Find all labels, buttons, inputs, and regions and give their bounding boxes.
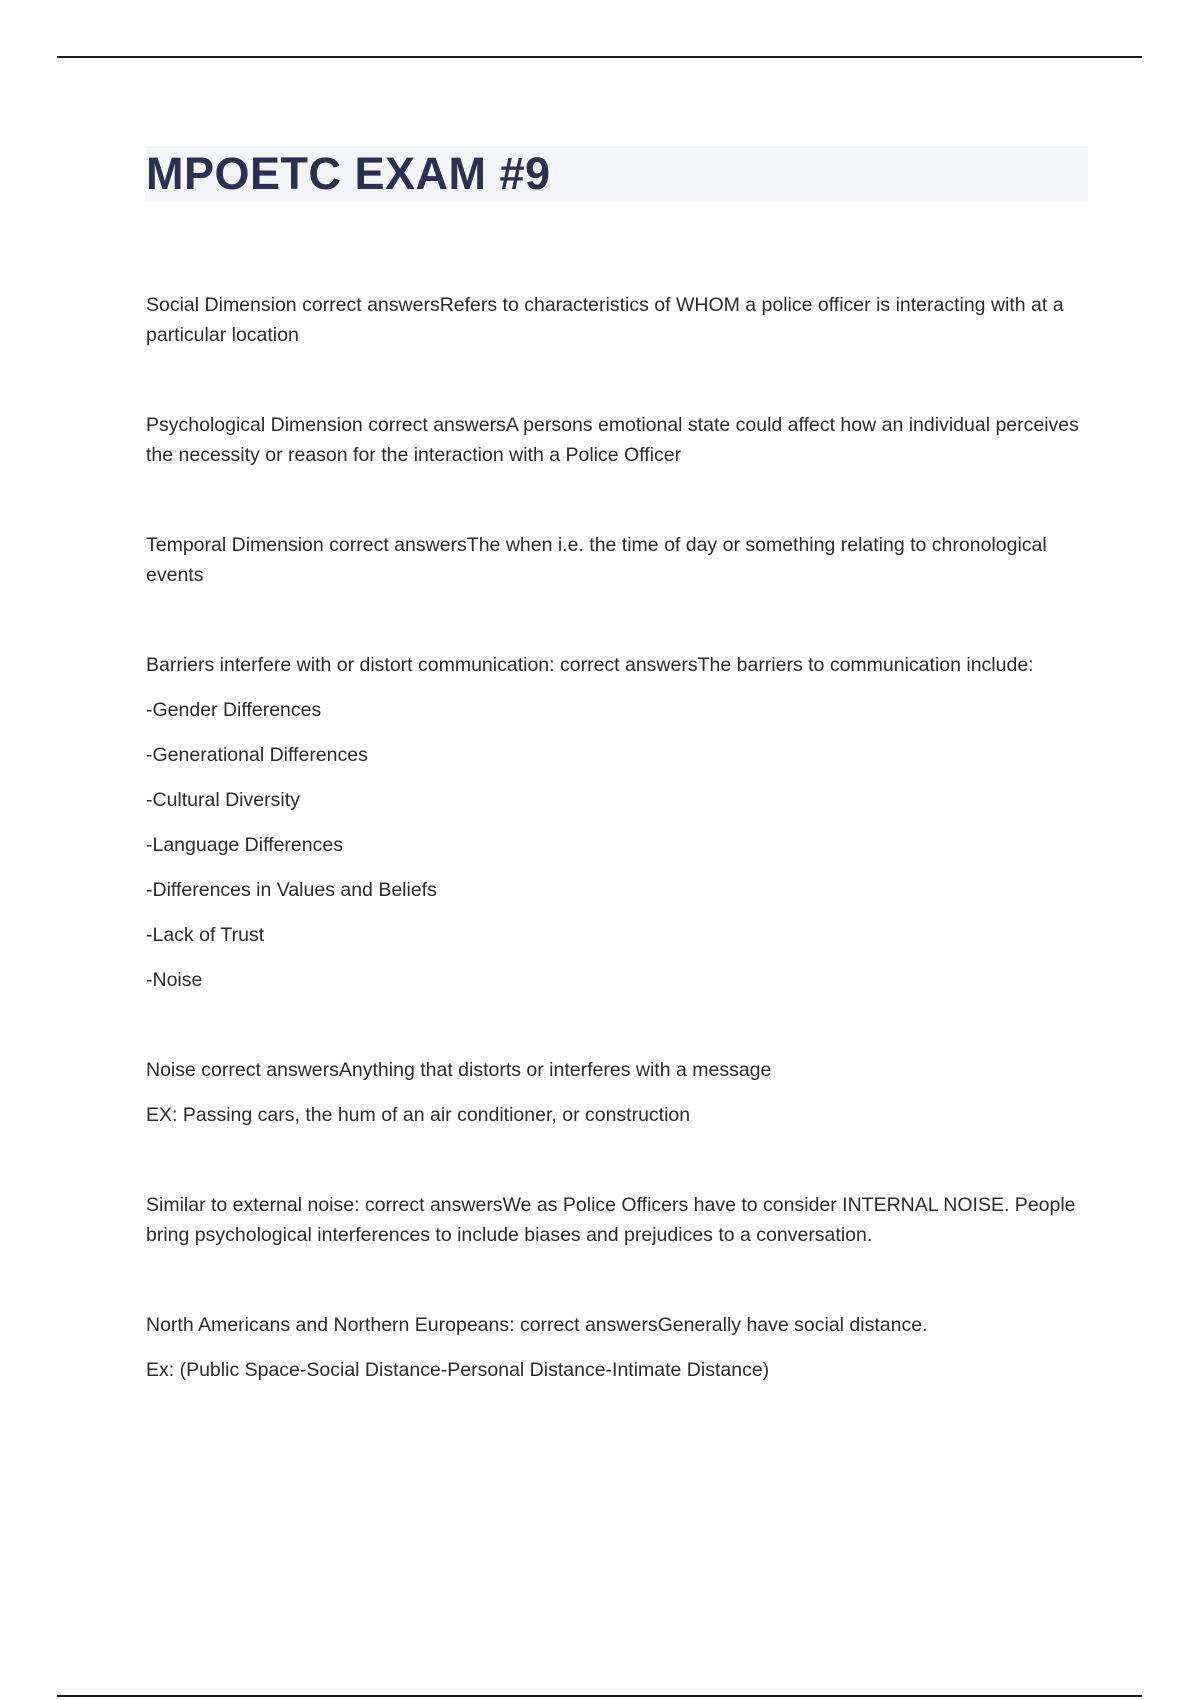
entry-answer: We as Police Officers have to consider INTERNAL NOISE. People bring psychological interferences to include biases and prejudices to a conversation. <box>146 1194 1076 1246</box>
flashcard-entry <box>146 410 1096 470</box>
flashcard-entry <box>146 530 1096 590</box>
entry-answer: Refers to characteristics of WHOM a police officer is interacting with at a particular location <box>146 294 1064 346</box>
flashcard-entry <box>146 290 1096 350</box>
flashcard-entry <box>146 1310 1096 1385</box>
entry-text <box>146 1055 1096 1085</box>
entry-marker: correct answers <box>514 1314 658 1336</box>
entry-answer: A persons emotional state could affect how an individual perceives the necessity or reason for the interaction with a Police Officer <box>146 414 1079 466</box>
example-line: EX: Passing cars, the hum of an air conditioner, or construction <box>146 1104 691 1126</box>
entry-answer: The when i.e. the time of day or something relating to chronological events <box>146 534 1047 586</box>
entry-term: North Americans and Northern Europeans: <box>146 1314 515 1336</box>
flashcard-list <box>146 290 1096 1445</box>
entry-text <box>146 650 1096 680</box>
entry-marker: correct answers <box>359 1194 503 1216</box>
entry-term: Psychological Dimension <box>146 414 363 436</box>
top-rule <box>57 56 1142 58</box>
entry-term: Temporal Dimension <box>146 534 324 556</box>
entry-term: Similar to external noise: <box>146 1194 360 1216</box>
list-line: -Generational Differences <box>146 744 368 766</box>
list-line: -Noise <box>146 969 203 991</box>
entry-term: Barriers interfere with or distort communication: <box>146 654 555 676</box>
entry-answer: Generally have social distance. <box>657 1314 928 1336</box>
entry-text <box>146 1310 1096 1340</box>
list-line: -Cultural Diversity <box>146 789 300 811</box>
list-line: -Gender Differences <box>146 699 322 721</box>
list-line: -Language Differences <box>146 834 343 856</box>
entry-marker: correct answers <box>195 1059 339 1081</box>
entry-text <box>146 1190 1096 1250</box>
entry-text <box>146 530 1096 590</box>
list-line: -Differences in Values and Beliefs <box>146 879 437 901</box>
flashcard-entry <box>146 1190 1096 1250</box>
bottom-rule <box>57 1695 1142 1697</box>
list-line: -Lack of Trust <box>146 924 265 946</box>
entry-answer: Anything that distorts or interferes with a message <box>338 1059 772 1081</box>
entry-term: Social Dimension <box>146 294 297 316</box>
entry-marker: correct answers <box>323 534 467 556</box>
example-line: Ex: (Public Space-Social Distance-Personal Distance-Intimate Distance) <box>146 1359 770 1381</box>
flashcard-entry <box>146 650 1096 995</box>
page-title: MPOETC EXAM #9 <box>146 148 551 199</box>
entry-text <box>146 290 1096 350</box>
flashcard-entry <box>146 1055 1096 1130</box>
entry-answer: The barriers to communication include: <box>697 654 1034 676</box>
entry-marker: correct answers <box>554 654 698 676</box>
entry-term: Noise <box>146 1059 196 1081</box>
entry-marker: correct answers <box>362 414 506 436</box>
entry-marker: correct answers <box>296 294 440 316</box>
entry-text <box>146 410 1096 470</box>
